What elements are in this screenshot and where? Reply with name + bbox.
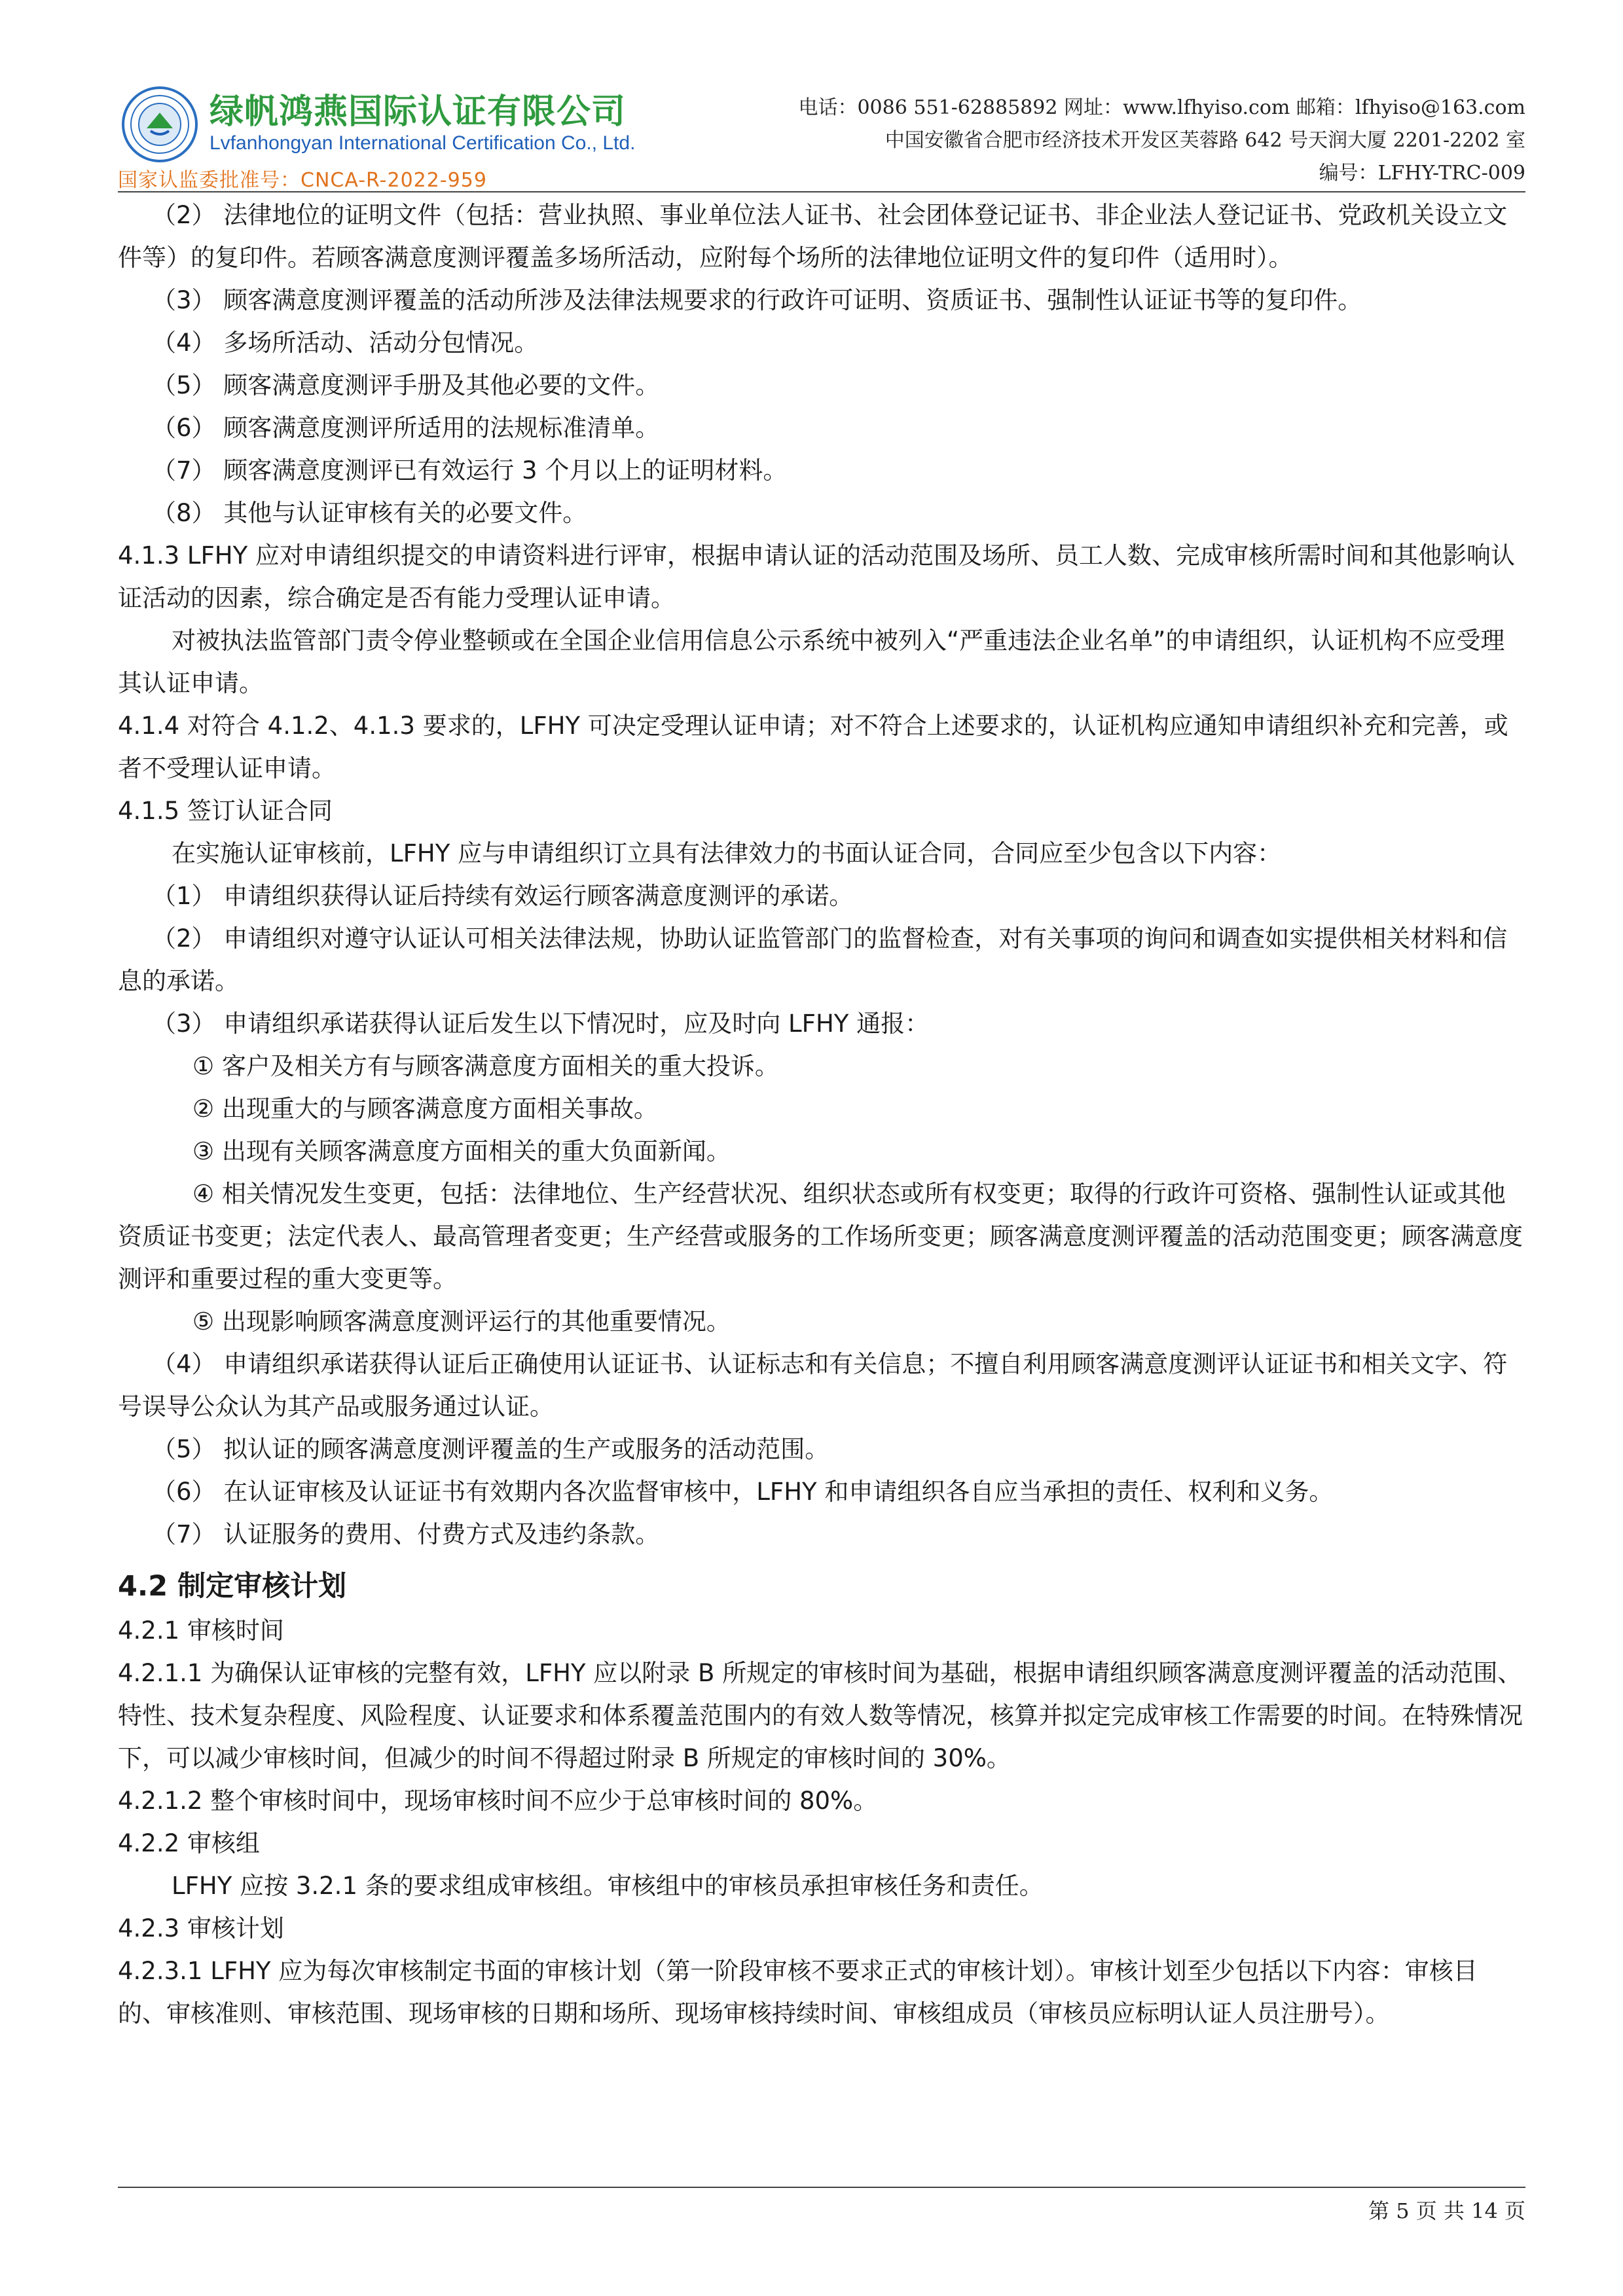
- sub-list-item: ⑤ 出现影响顾客满意度测评运行的其他重要情况。: [192, 1307, 731, 1336]
- sub-list-item: ① 客户及相关方有与顾客满意度方面相关的重大投诉。: [192, 1052, 779, 1080]
- subsection-heading: 4.2.3 审核计划: [118, 1914, 284, 1942]
- document-number: 编号：LFHY-TRC-009: [1319, 162, 1525, 185]
- list-item: （3） 顾客满意度测评覆盖的活动所涉及法律法规要求的行政许可证明、资质证书、强制性认证证书等的复印件。: [152, 286, 1362, 314]
- list-item: （3） 申请组织承诺获得认证后发生以下情况时，应及时向 LFHY 通报：: [152, 1010, 930, 1038]
- page-number: 第 5 页 共 14 页: [1368, 2198, 1525, 2223]
- document-body: [118, 194, 1525, 2035]
- list-item: （6） 在认证审核及认证证书有效期内各次监督审核中，LFHY 和申请组织各自应当承担的责任、权利和义务。: [152, 1478, 1334, 1506]
- body-paragraph: 在实施认证审核前，LFHY 应与申请组织订立具有法律效力的书面认证合同，合同应至少包含以下内容：: [172, 839, 1282, 867]
- clause-paragraph: 4.2.3.1 LFHY 应为每次审核制定书面的审核计划（第一阶段审核不要求正式的审核计划）。审核计划至少包括以下内容：审核目的、审核准则、审核范围、现场审核的日期和场所、现场审核持续时间、审核组成员（审核员应标明认证人员注册号）。: [118, 1957, 1478, 2028]
- list-item: （7） 认证服务的费用、付费方式及违约条款。: [152, 1520, 660, 1548]
- header-divider: [118, 191, 1525, 192]
- contact-address: 中国安徽省合肥市经济技术开发区芙蓉路 642 号天润大厦 2201-2202 室: [884, 129, 1525, 152]
- sub-list-item: ② 出现重大的与顾客满意度方面相关事故。: [192, 1095, 658, 1123]
- contact-block: [798, 92, 1525, 190]
- company-name-en: Lvfanhongyan International Certification Co., Ltd.: [210, 132, 636, 154]
- clause-paragraph: 4.1.3 LFHY 应对申请组织提交的申请资料进行评审，根据申请认证的活动范围及场所、员工人数、完成审核所需时间和其他影响认证活动的因素，综合确定是否有能力受理认证申请。: [118, 541, 1515, 612]
- body-paragraph: 对被执法监管部门责令停业整顿或在全国企业信用信息公示系统中被列入“严重违法企业名单”的申请组织，认证机构不应受理其认证申请。: [118, 627, 1505, 697]
- list-item: （2） 申请组织对遵守认证认可相关法律法规，协助认证监管部门的监督检查，对有关事项的询问和调查如实提供相关材料和信息的承诺。: [118, 924, 1508, 995]
- subsection-heading: 4.2.1 审核时间: [118, 1616, 284, 1645]
- list-item: （5） 拟认证的顾客满意度测评覆盖的生产或服务的活动范围。: [152, 1435, 830, 1463]
- clause-paragraph: 4.2.1.2 整个审核时间中，现场审核时间不应少于总审核时间的 80%。: [118, 1787, 878, 1815]
- subsection-heading: 4.2.2 审核组: [118, 1829, 260, 1857]
- subsection-heading: 4.1.5 签订认证合同: [118, 797, 333, 825]
- certification-seal-icon: [120, 85, 199, 164]
- company-name-cn: 绿帆鸿燕国际认证有限公司: [210, 92, 627, 132]
- approval-number: 国家认监委批准号：CNCA-R-2022-959: [118, 169, 487, 192]
- footer-divider: [118, 2187, 1525, 2188]
- list-item: （8） 其他与认证审核有关的必要文件。: [152, 499, 587, 527]
- clause-paragraph: 4.1.4 对符合 4.1.2、4.1.3 要求的，LFHY 可决定受理认证申请；对不符合上述要求的，认证机构应通知申请组织补充和完善，或者不受理认证申请。: [118, 712, 1508, 782]
- sub-list-item: ③ 出现有关顾客满意度方面相关的重大负面新闻。: [192, 1137, 731, 1165]
- list-item: （5） 顾客满意度测评手册及其他必要的文件。: [152, 371, 660, 399]
- list-item: （4） 多场所活动、活动分包情况。: [152, 329, 539, 357]
- page-header: [118, 72, 1525, 190]
- list-item: （4） 申请组织承诺获得认证后正确使用认证证书、认证标志和有关信息；不擅自利用顾客满意度测评认证证书和相关文字、符号误导公众认为其产品或服务通过认证。: [118, 1350, 1508, 1421]
- list-item: （1） 申请组织获得认证后持续有效运行顾客满意度测评的承诺。: [152, 882, 854, 910]
- list-item: （2） 法律地位的证明文件（包括：营业执照、事业单位法人证书、社会团体登记证书、非企业法人登记证书、党政机关设立文件等）的复印件。若顾客满意度测评覆盖多场所活动，应附每个场所的法律地位证明文件的复印件（适用时）。: [118, 201, 1508, 272]
- list-item: （7） 顾客满意度测评已有效运行 3 个月以上的证明材料。: [152, 456, 788, 484]
- body-paragraph: LFHY 应按 3.2.1 条的要求组成审核组。审核组中的审核员承担审核任务和责任。: [172, 1872, 1044, 1900]
- list-item: （6） 顾客满意度测评所适用的法规标准清单。: [152, 414, 660, 442]
- section-heading: 4.2 制定审核计划: [118, 1570, 347, 1603]
- sub-list-item: ④ 相关情况发生变更，包括：法律地位、生产经营状况、组织状态或所有权变更；取得的行政许可资格、强制性认证或其他资质证书变更；法定代表人、最高管理者变更；生产经营或服务的工作场所变更；顾客满意度测评覆盖的活动范围变更；顾客满意度测评和重要过程的重大变更等。: [118, 1180, 1523, 1293]
- clause-paragraph: 4.2.1.1 为确保认证审核的完整有效，LFHY 应以附录 B 所规定的审核时间为基础，根据申请组织顾客满意度测评覆盖的活动范围、特性、技术复杂程度、风险程度、认证要求和体系覆盖范围内的有效人数等情况，核算并拟定完成审核工作需要的时间。在特殊情况下，可以减少审核时间，但减少的时间不得超过附录 B 所规定的审核时间的 30%。: [118, 1659, 1523, 1772]
- contact-phone-web-email: 电话：0086 551-62885892 网址：www.lfhyiso.com 邮箱：lfhyiso@163.com: [798, 96, 1525, 119]
